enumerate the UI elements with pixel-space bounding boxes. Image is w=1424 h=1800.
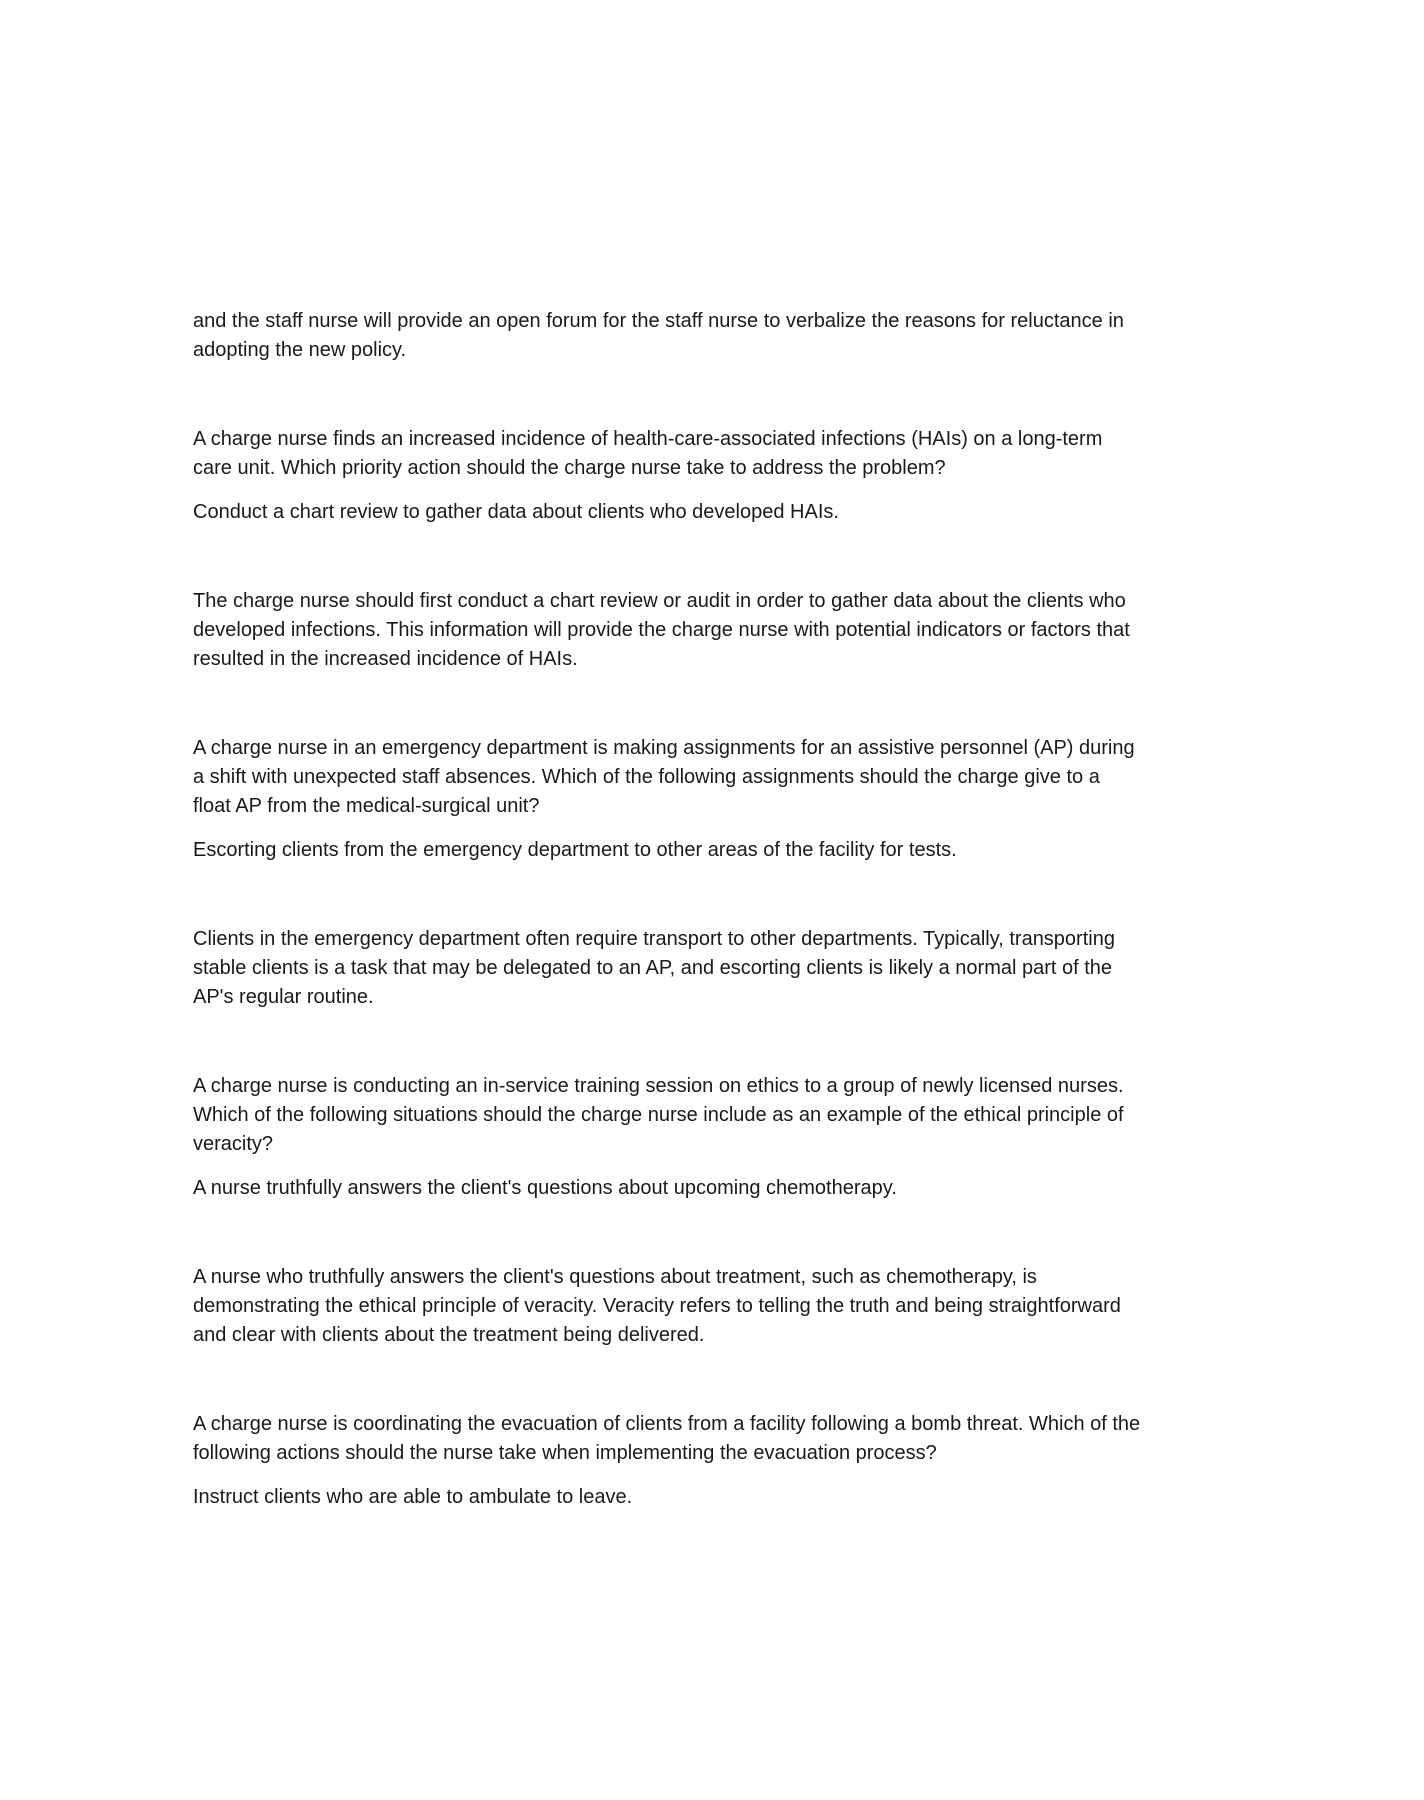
continuation-paragraph: and the staff nurse will provide an open forum for the staff nurse to verbalize the reasons for reluctance in adopting the new policy.: [193, 310, 1124, 361]
answer-2: Escorting clients from the emergency department to other areas of the facility for tests.: [193, 839, 957, 861]
question-1: A charge nurse finds an increased incidence of health-care-associated infections (HAIs) on a long-term care unit. Which priority action should the charge nurse take to address the problem?: [193, 428, 1103, 479]
question-4: A charge nurse is coordinating the evacuation of clients from a facility following a bomb threat. Which of the following actions should the nurse take when implementing the evacuation process?: [193, 1413, 1141, 1464]
answer-1: Conduct a chart review to gather data about clients who developed HAIs.: [193, 501, 839, 523]
answer-4: Instruct clients who are able to ambulate to leave.: [193, 1486, 633, 1508]
answer-3: A nurse truthfully answers the client's questions about upcoming chemotherapy.: [193, 1177, 897, 1199]
rationale-1: The charge nurse should first conduct a chart review or audit in order to gather data about the clients who developed infections. This information will provide the charge nurse with potential indicators or factors that resulted in the increased incidence of HAIs.: [193, 590, 1130, 670]
question-3: A charge nurse is conducting an in-service training session on ethics to a group of newly licensed nurses. Which of the following situations should the charge nurse include as an example of the ethical principle of veracity?: [193, 1075, 1124, 1155]
rationale-2: Clients in the emergency department often require transport to other departments. Typically, transporting stable clients is a task that may be delegated to an AP, and escorting clients is likely a normal part of the AP's regular routine.: [193, 928, 1115, 1008]
question-2: A charge nurse in an emergency department is making assignments for an assistive personnel (AP) during a shift with unexpected staff absences. Which of the following assignments should the charge give to a float AP from the medical-surgical unit?: [193, 737, 1135, 817]
document-body: [193, 307, 1143, 1512]
rationale-3: A nurse who truthfully answers the client's questions about treatment, such as chemotherapy, is demonstrating the ethical principle of veracity. Veracity refers to telling the truth and being straightforward and clear with clients about the treatment being delivered.: [193, 1266, 1121, 1346]
